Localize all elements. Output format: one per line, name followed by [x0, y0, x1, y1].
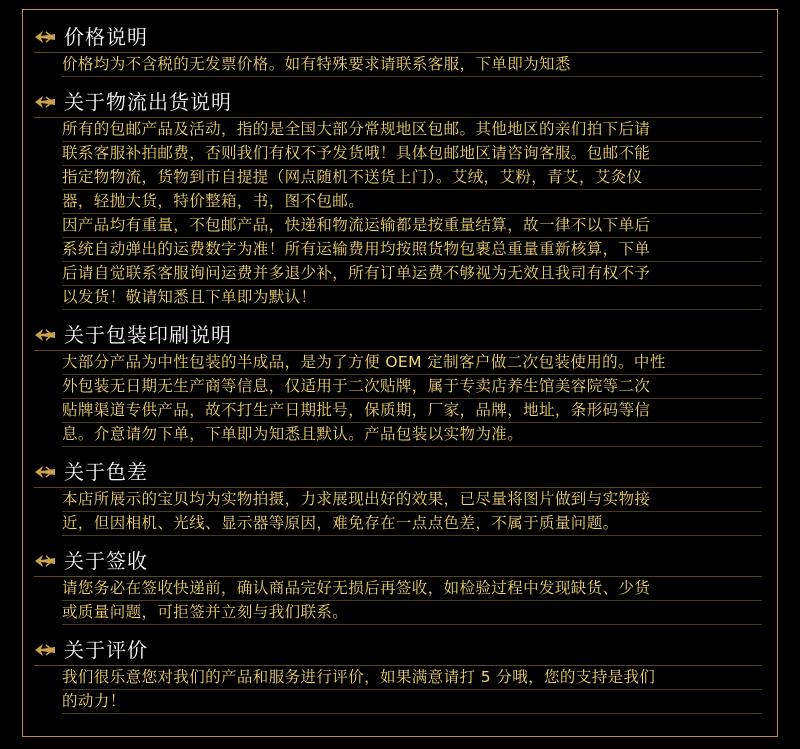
- gold-arrow-icon: [34, 464, 56, 480]
- section-heading: [34, 635, 762, 666]
- notice-content: [34, 22, 762, 714]
- section-title: 关于色差: [64, 460, 148, 484]
- text-line: 器，轻抛大货，特价整箱，书，图不包邮。: [62, 190, 762, 214]
- text-line: 外包装无日期无生产商等信息，仅适用于二次贴牌，属于专卖店养生馆美容院等二次: [62, 375, 762, 399]
- section-title: 关于物流出货说明: [64, 90, 232, 114]
- text-line: 联系客服补拍邮费，否则我们有权不予发货哦！具体包邮地区请咨询客服。包邮不能: [62, 142, 762, 166]
- section-packaging: [34, 320, 762, 447]
- text-line: 请您务必在签收快递前，确认商品完好无损后再签收，如检验过程中发现缺货、少货: [62, 577, 762, 601]
- text-line: 系统自动弹出的运费数字为准！所有运输费用均按照货物包裹总重量重新核算，下单: [62, 238, 762, 262]
- text-line: 以发货！敬请知悉且下单即为默认！: [62, 286, 762, 310]
- section-body: [34, 666, 762, 714]
- text-line: 指定物物流，货物到市自提提（网点随机不送货上门）。艾绒，艾粉，青艾，艾灸仪: [62, 166, 762, 190]
- section-heading: [34, 320, 762, 351]
- section-color-difference: [34, 457, 762, 536]
- gold-arrow-icon: [34, 94, 56, 110]
- text-line: 息。介意请勿下单，下单即为知悉且默认。产品包装以实物为准。: [62, 423, 762, 447]
- text-line: 因产品均有重量，不包邮产品，快递和物流运输都是按重量结算，故一律不以下单后: [62, 214, 762, 238]
- section-signing: [34, 546, 762, 625]
- text-line: 本店所展示的宝贝均为实物拍摄，力求展现出好的效果，已尽量将图片做到与实物接: [62, 488, 762, 512]
- section-body: [34, 118, 762, 310]
- section-title: 关于评价: [64, 638, 148, 662]
- text-line: 或质量问题，可拒签并立刻与我们联系。: [62, 601, 762, 625]
- section-title: 价格说明: [64, 25, 148, 49]
- section-body: [34, 488, 762, 536]
- text-line: 的动力！: [62, 690, 762, 714]
- section-body: [34, 351, 762, 447]
- text-line: 所有的包邮产品及活动，指的是全国大部分常规地区包邮。其他地区的亲们拍下后请: [62, 118, 762, 142]
- section-heading: [34, 546, 762, 577]
- text-line: 我们很乐意您对我们的产品和服务进行评价，如果满意请打 5 分哦，您的支持是我们: [62, 666, 762, 690]
- gold-arrow-icon: [34, 327, 56, 343]
- section-heading: [34, 457, 762, 488]
- section-price: [34, 22, 762, 77]
- section-logistics: [34, 87, 762, 310]
- text-line: 价格均为不含税的无发票价格。如有特殊要求请联系客服，下单即为知悉: [62, 53, 762, 77]
- text-line: 后请自觉联系客服询问运费并多退少补，所有订单运费不够视为无效且我司有权不予: [62, 262, 762, 286]
- section-title: 关于签收: [64, 549, 148, 573]
- section-review: [34, 635, 762, 714]
- text-line: 贴牌渠道专供产品，故不打生产日期批号，保质期，厂家，品牌，地址，条形码等信: [62, 399, 762, 423]
- section-body: [34, 577, 762, 625]
- gold-arrow-icon: [34, 29, 56, 45]
- gold-arrow-icon: [34, 553, 56, 569]
- section-title: 关于包装印刷说明: [64, 323, 232, 347]
- gold-arrow-icon: [34, 642, 56, 658]
- section-heading: [34, 22, 762, 53]
- section-heading: [34, 87, 762, 118]
- text-line: 近，但因相机、光线、显示器等原因，难免存在一点点色差，不属于质量问题。: [62, 512, 762, 536]
- section-body: [34, 53, 762, 77]
- text-line: 大部分产品为中性包装的半成品，是为了方便 OEM 定制客户做二次包装使用的。中性: [62, 351, 762, 375]
